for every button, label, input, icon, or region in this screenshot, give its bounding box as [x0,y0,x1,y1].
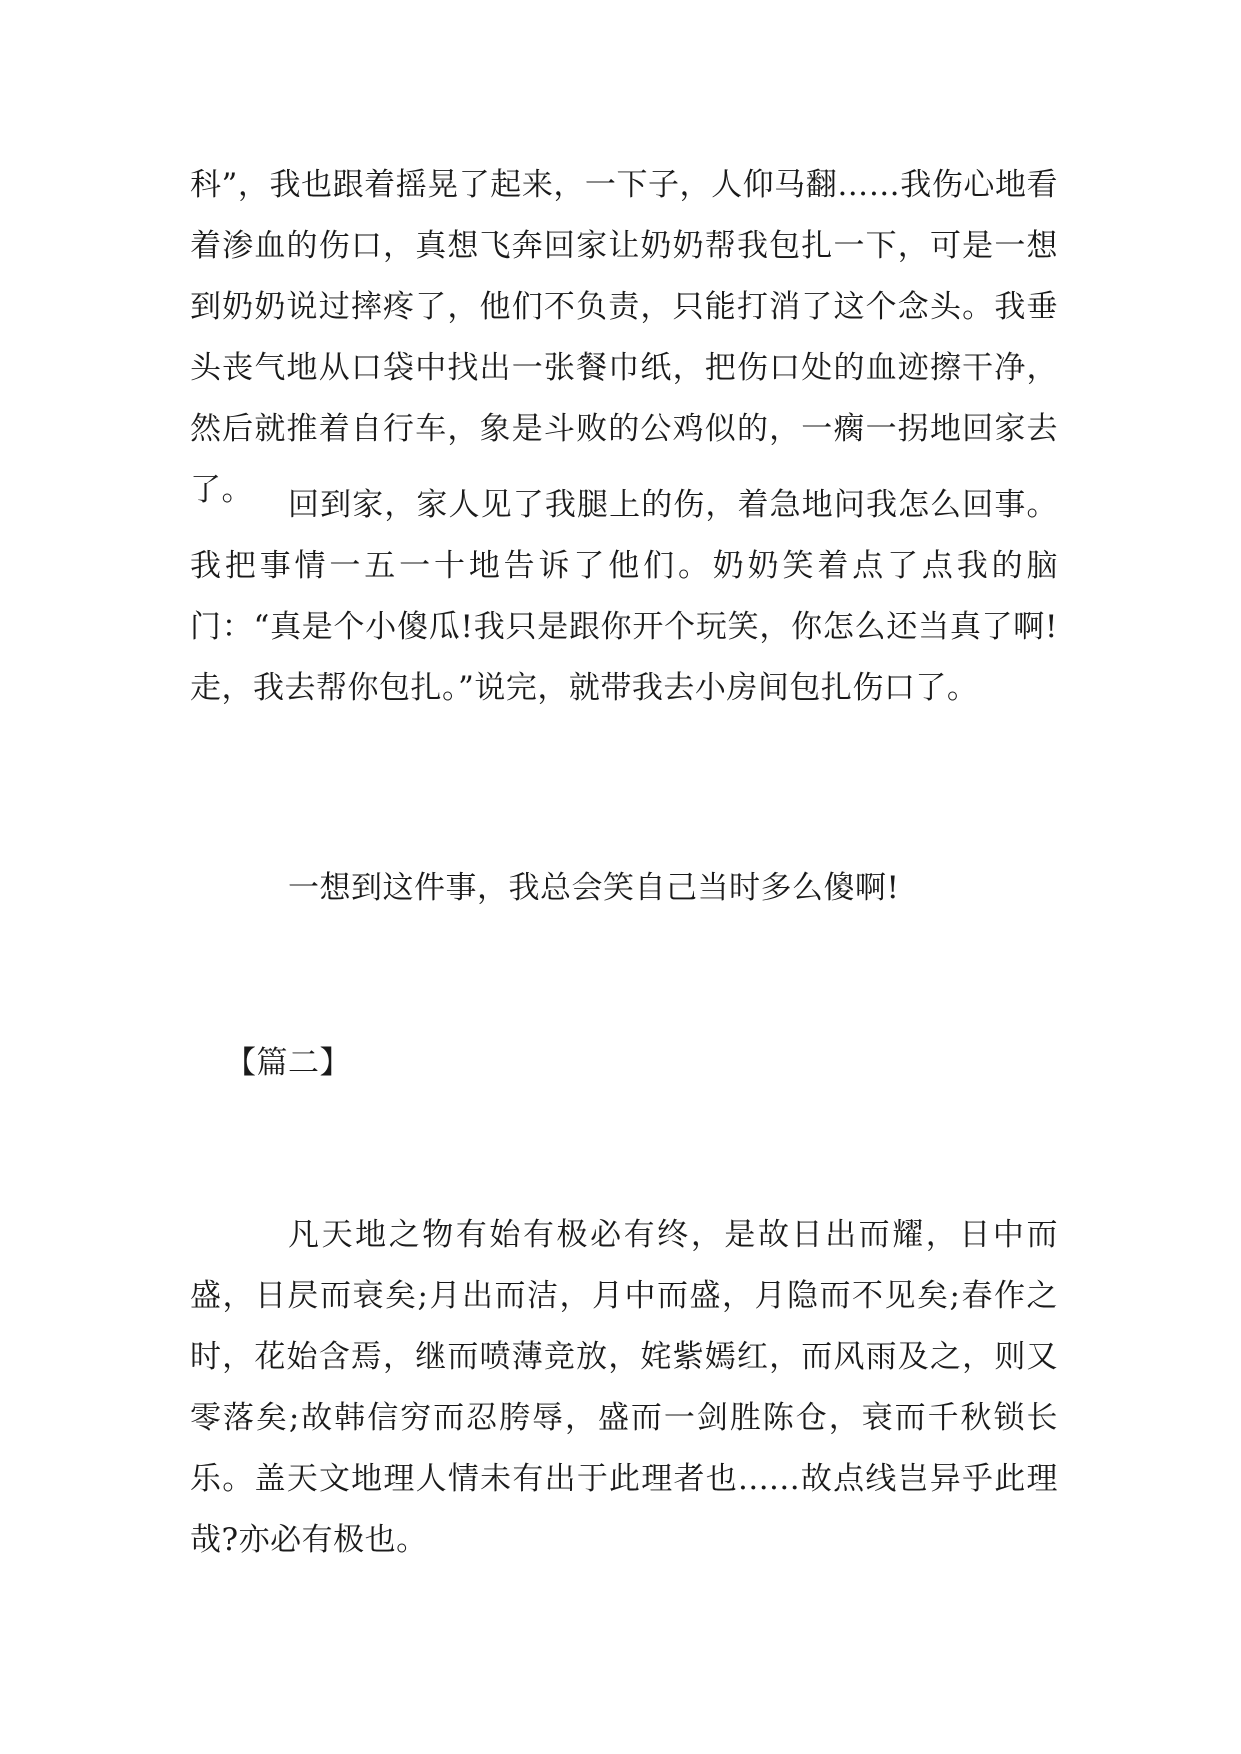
paragraph-story-ending: 科”，我也跟着摇晃了起来，一下子，人仰马翻……我伤心地看着渗血的伤口，真想飞奔回家让奶奶帮我包扎一下，可是一想到奶奶说过摔疼了，他们不负责，只能打消了这个念头。我垂头丧气地从口袋中找出一张餐巾纸，把伤口处的血迹擦干净，然后就推着自行车，象是斗败的公鸡似的，一瘸一拐地回家去了。 [190,167,1058,508]
paragraph-reflection: 一想到这件事，我总会笑自己当时多么傻啊! [288,870,900,906]
section-heading: 【篇二】 [225,1045,351,1081]
paragraph-essay-two: 凡天地之物有始有极必有终，是故日出而耀，日中而盛，日昃而衰矣;月出而洁，月中而盛，月隐而不见矣;春作之时，花始含焉，继而喷薄竞放，姹紫嫣红，而风雨及之，则又零落矣;故韩信穷而忍胯辱，盛而一剑胜陈仓，衰而千秋锁长乐。盖天文地理人情未有出于此理者也......故点线岂异乎此理哉?亦必有极也。 [190,1217,1058,1558]
paragraph-returning-home: 回到家，家人见了我腿上的伤，着急地问我怎么回事。我把事情一五一十地告诉了他们。奶奶笑着点了点我的脑门：“真是个小傻瓜!我只是跟你开个玩笑，你怎么还当真了啊!走，我去帮你包扎。”说完，就带我去小房间包扎伤口了。 [190,487,1058,706]
